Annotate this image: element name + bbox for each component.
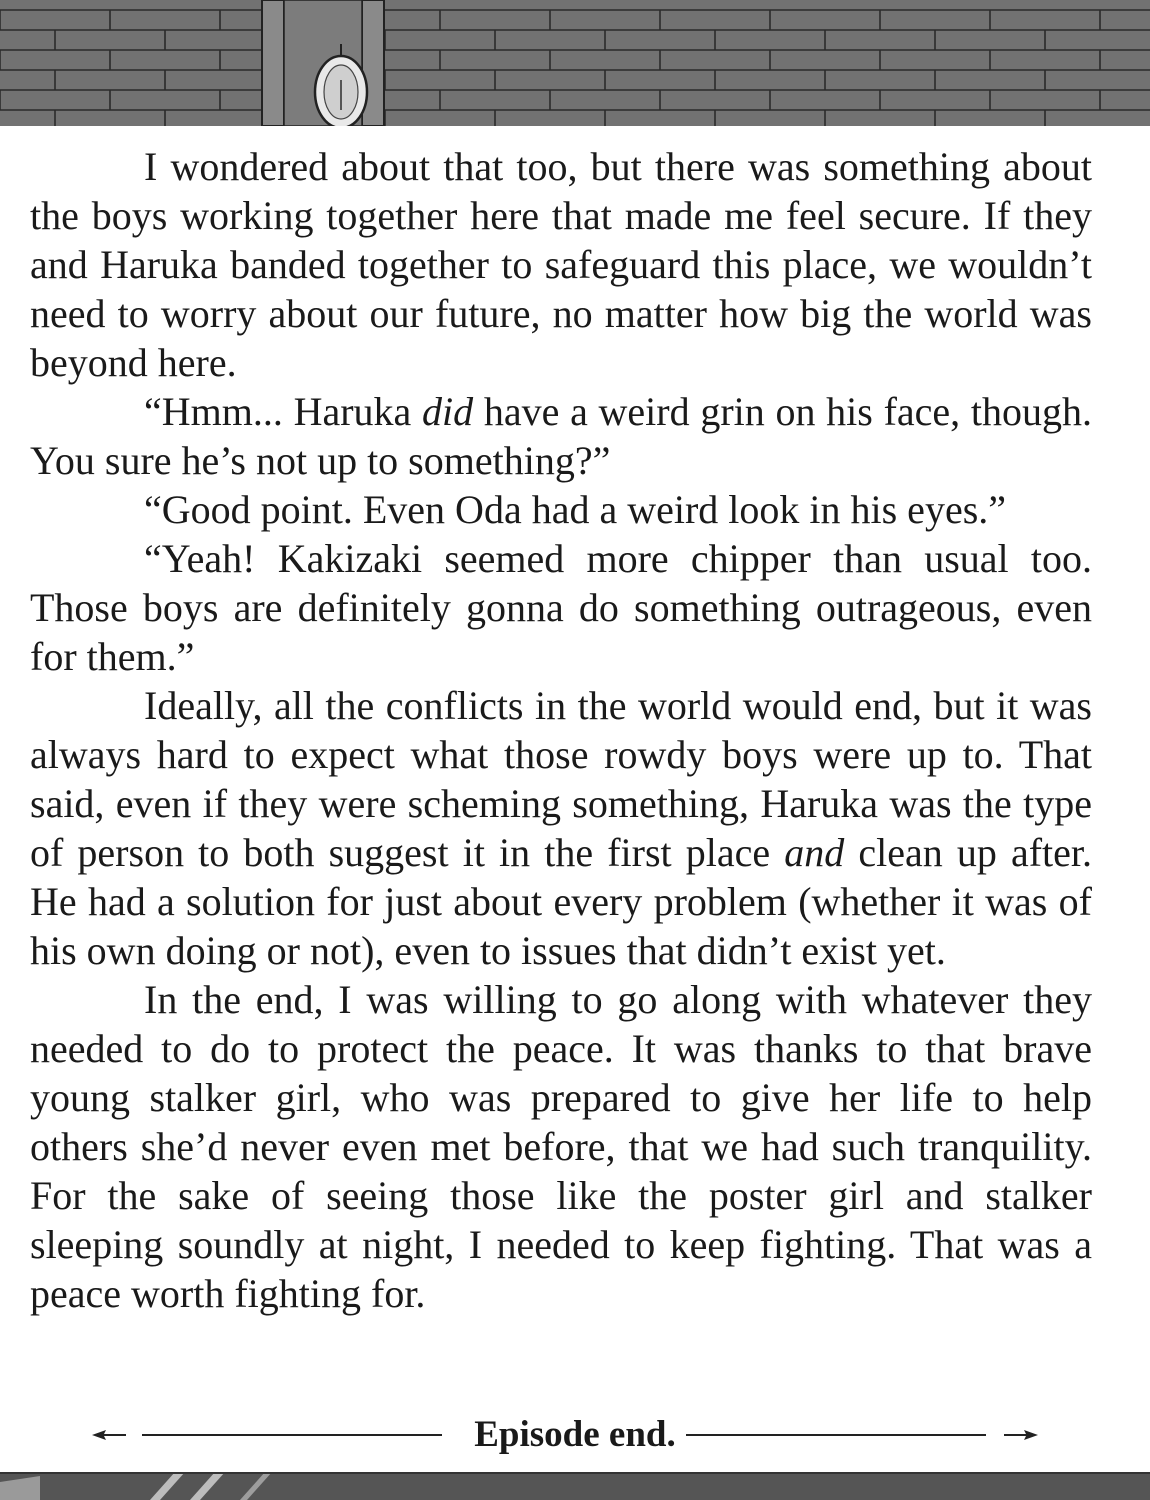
- paragraph: [30, 681, 1092, 975]
- bottom-illustration: [0, 1472, 1150, 1500]
- arrow-right-ornament-icon: [1004, 1427, 1038, 1443]
- text-run: “Yeah! Kakizaki seemed more chipper than usual too. Those boys are definitely gonna do something outrageous, even for them.”: [30, 536, 1092, 679]
- text-run: have a weird grin on his face, though. You sure he’s not up to something?”: [30, 389, 1092, 483]
- story-text: [30, 142, 1092, 1318]
- text-run: “Hmm... Haruka: [144, 389, 423, 434]
- italic-emphasis: did: [422, 389, 474, 434]
- episode-end-divider: [0, 1412, 1150, 1458]
- italic-emphasis: and: [784, 830, 845, 875]
- paragraph: [30, 975, 1092, 1318]
- text-run: In the end, I was willing to go along with whatever they needed to do to protect the peace. It was thanks to that brave young stalker girl, who was prepared to give her life to help others she’d never even met before, that we had such tranquility. For the sake of seeing those like the poster girl and stalker sleeping soundly at night, I needed to keep fighting. That was a peace worth fighting for.: [30, 977, 1092, 1316]
- text-run: clean up after. He had a solution for just about every problem (whether it was of his own doing or not), even to issues that didn’t exist yet.: [30, 830, 1092, 973]
- divider-line-right: [686, 1434, 986, 1436]
- paragraph: [30, 142, 1092, 387]
- brick-wall-illustration: [0, 0, 1150, 126]
- paragraph: [30, 534, 1092, 681]
- text-run: I wondered about that too, but there was something about the boys working together here that made me feel secure. If they and Haruka banded together to safeguard this place, we wouldn’t need to worry about our future, no matter how big the world was beyond here.: [30, 144, 1092, 385]
- text-run: Ideally, all the conflicts in the world would end, but it was always hard to expect what those rowdy boys were up to. That said, even if they were scheming something, Haruka was the type of person to both suggest it in the first place: [30, 683, 1092, 875]
- text-run: “Good point. Even Oda had a weird look in his eyes.”: [144, 487, 1007, 532]
- paragraph: [30, 387, 1092, 485]
- bottom-art-stripes: [0, 1472, 1150, 1500]
- paragraph: [30, 485, 1092, 534]
- episode-end-label: Episode end.: [0, 1414, 1150, 1456]
- top-illustration: [0, 0, 1150, 126]
